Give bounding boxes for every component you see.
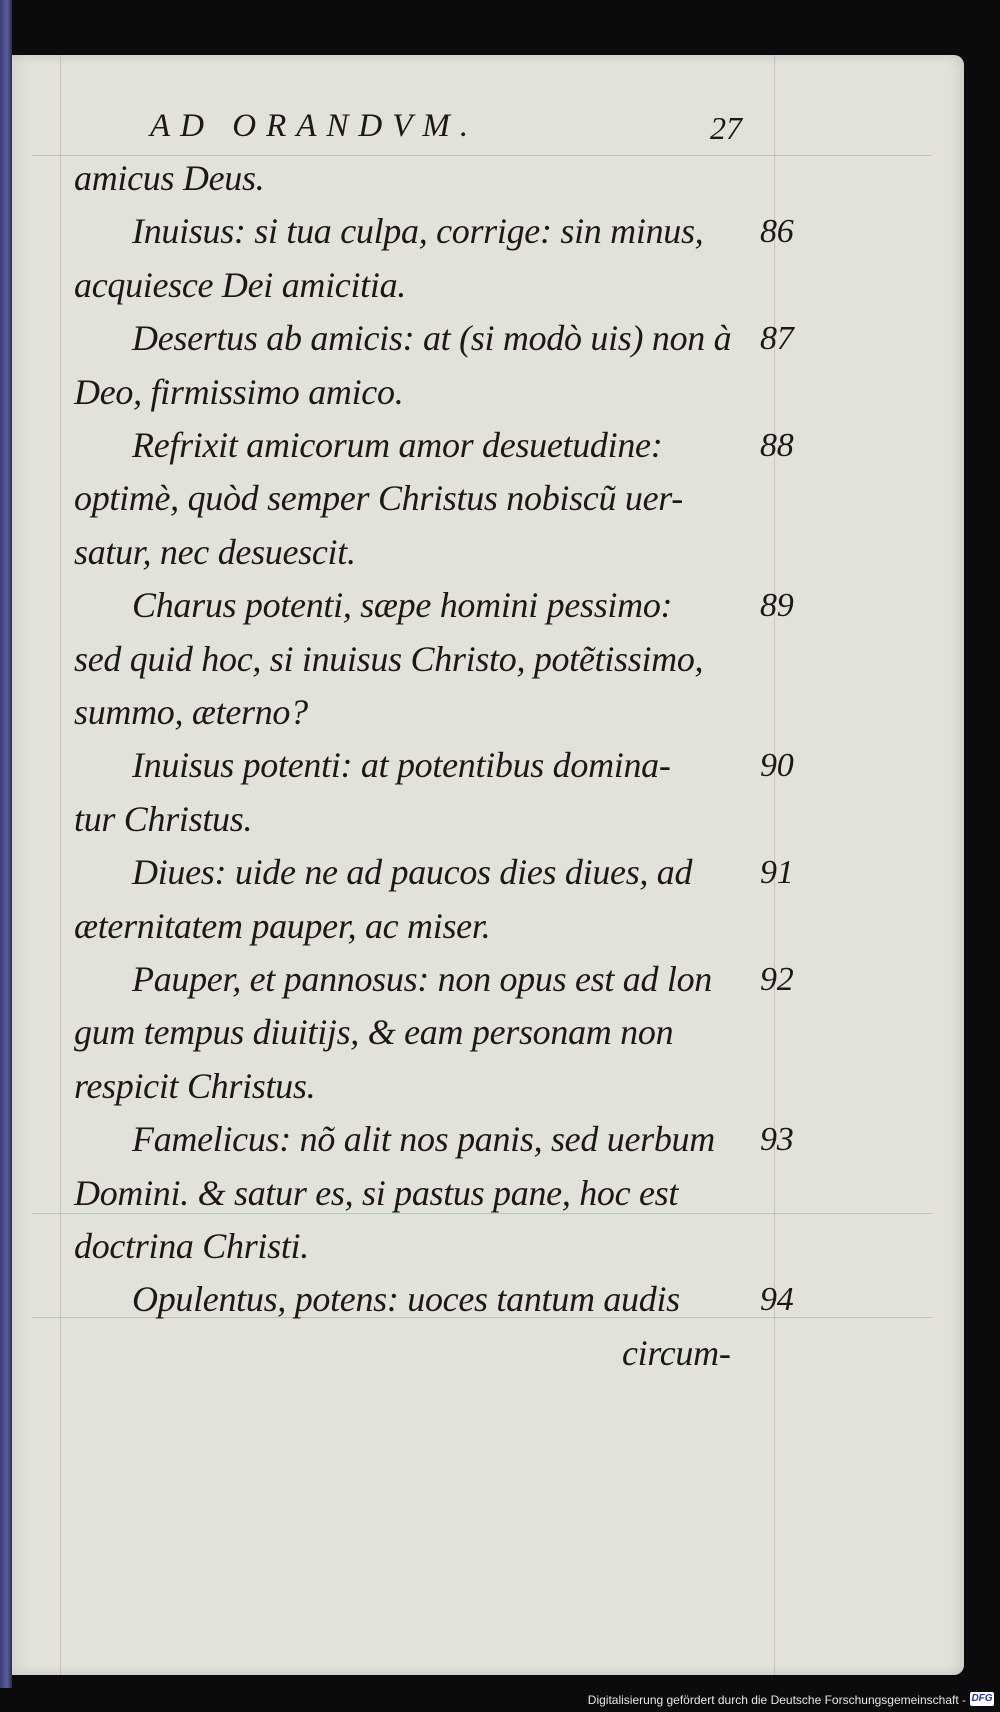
- text-line: gum tempus diuitijs, & eam personam non: [74, 1012, 674, 1053]
- text-line: Inuisus potenti: at potentibus domina-: [132, 745, 671, 786]
- text-line: Domini. & satur es, si pastus pane, hoc est: [74, 1172, 679, 1213]
- guide-line-left: [60, 55, 61, 1675]
- text-line: æternitatem pauper, ac miser.: [74, 905, 491, 946]
- text-line: Famelicus: nõ alit nos panis, sed uerbum: [132, 1119, 715, 1160]
- book-edge: [0, 0, 12, 1712]
- verse-number: 89: [760, 587, 794, 625]
- running-title: AD ORANDVM.: [150, 108, 479, 144]
- text-line: amicus Deus.: [74, 158, 265, 198]
- text-line: Desertus ab amicis: at (si modò uis) non à: [132, 318, 732, 359]
- dfg-logo: DFG: [971, 1693, 993, 1704]
- text-line: optimè, quòd semper Christus nobiscũ uer-: [74, 478, 683, 519]
- text-line: respicit Christus.: [74, 1065, 316, 1106]
- text-line: Diues: uide ne ad paucos dies diues, ad: [132, 852, 693, 893]
- verse-number: 86: [760, 213, 794, 251]
- page-number: 27: [710, 110, 742, 146]
- guide-line-top: [32, 155, 932, 156]
- text-line: Deo, firmissimo amico.: [74, 371, 404, 412]
- text-line: doctrina Christi.: [74, 1226, 309, 1266]
- text-line: sed quid hoc, si inuisus Christo, potẽtissimo,: [74, 638, 704, 679]
- verse-number: 90: [760, 747, 794, 785]
- text-line: Opulentus, potens: uoces tantum audis: [132, 1279, 680, 1320]
- text-line: Inuisus: si tua culpa, corrige: sin minus,: [132, 211, 704, 252]
- guide-line-bottom: [32, 1213, 932, 1214]
- text-line: summo, æterno?: [74, 692, 308, 732]
- text-line: acquiesce Dei amicitia.: [74, 264, 406, 305]
- verse-number: 92: [760, 961, 794, 998]
- text-line: tur Christus.: [74, 798, 253, 839]
- verse-number: 91: [760, 854, 794, 892]
- text-line: Pauper, et pannosus: non opus est ad lon: [132, 959, 712, 999]
- verse-number: 93: [760, 1121, 794, 1159]
- text-line: satur, nec desuescit.: [74, 531, 356, 572]
- verse-number: 94: [760, 1281, 794, 1319]
- text-line: Refrixit amicorum amor desuetudine:: [132, 425, 663, 465]
- footer-credit: Digitalisierung gefördert durch die Deutsche Forschungsgemeinschaft -: [587, 1693, 966, 1707]
- text-line: Charus potenti, sæpe homini pessimo:: [132, 585, 673, 626]
- verse-number: 88: [760, 427, 794, 464]
- verse-number: 87: [760, 320, 794, 358]
- catchword: circum-: [622, 1332, 731, 1373]
